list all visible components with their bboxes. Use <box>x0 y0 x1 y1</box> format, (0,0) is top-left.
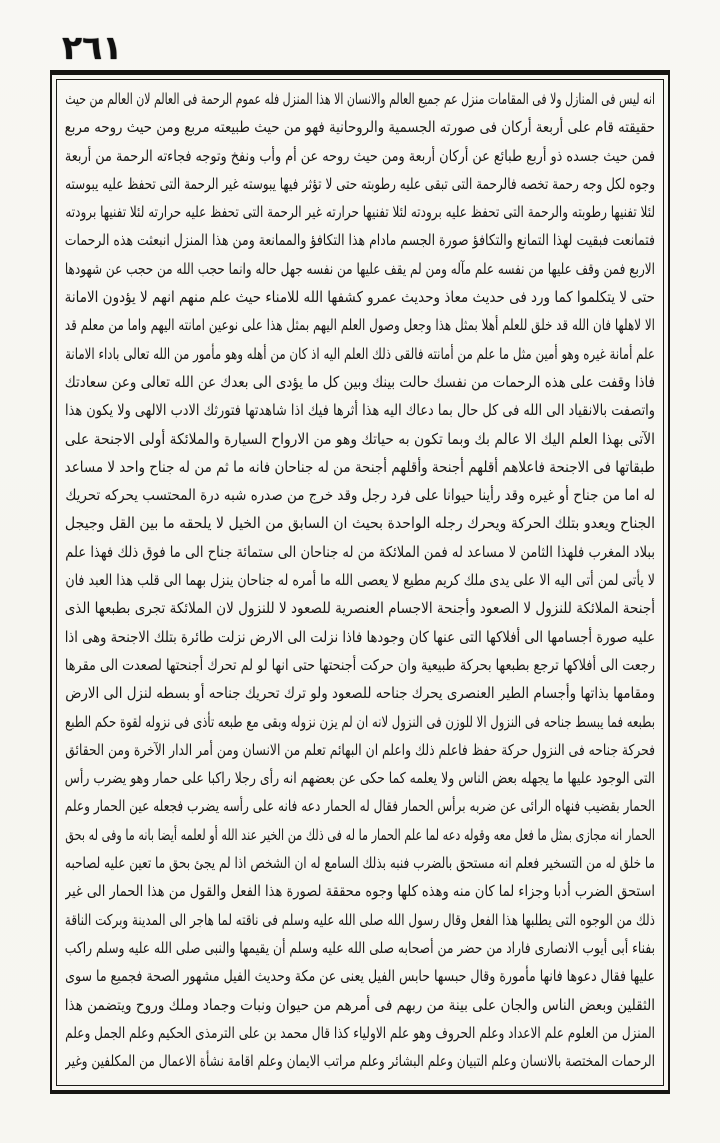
text-line: وجوه لكل وجه رحمة تخصه فالرحمة التى تبقى عليه رطوبته حتى لا تؤثر فيها يبوسته غير الرحمة التى تحفظ عليه يبوسته <box>65 174 655 193</box>
text-line: عليه صورة أجسامها الى أفلاكها التى عنها كان وجودها فاذا نزلت الى الارض نزلت طائرة بتلك الاجنحة وهى اذا <box>65 627 655 646</box>
text-line: علم أمانة غيره وهو أمين مثل ما علم من أمانته فالقى ذلك العلم اليه اذ كان من أهله وهو مأمور من الله تعالى باداء الامانة <box>65 344 655 363</box>
text-line: الثقلين وبعض الناس والجان على بينة من ربهم فى أمرهم من حيوان ونبات وجماد وملك وروح ويتضمن هذا <box>65 995 655 1014</box>
text-line: حتى لا يتكلموا كما ورد فى حديث معاذ وحديث عمرو كشفها الله للامناء حيث علم منهم انهم لا يؤدون الامانة <box>65 288 655 307</box>
text-line: ما خلق له من التسخير فعلم انه مستحق بالضرب فنبه بذلك السامع له ان الشخص اذا لم يجئ بحق ما تعين عليه لصاحبه <box>65 854 655 873</box>
text-line: أجنحة الملائكة للنزول لا الصعود وأجنحة الاجسام العنصرية للصعود لا للنزول لان الملائكة تجرى بطبعها الذى <box>65 599 655 618</box>
text-line: واتصفت بالانقياد الى الله فى كل حال بما دعاك اليه هذا أثرها فيك اذا شاهدتها فتورثك الادب الالهى ولا يكون هذا <box>65 401 655 420</box>
text-line: فحركة جناحه فى النزول حركة حفظ فاعلم ذلك واعلم ان البهائم تعلم من الانسان ومن أمر الدار الآخرة ومن الحقائق <box>65 740 655 759</box>
text-line: فمن حيث جسده ذو أربع طبائع عن أركان أربعة ومن حيث روحه عن أم وأب ونفخ وتوجه فجاءته الرحمة من أربعة <box>65 146 655 165</box>
page-border-outer <box>50 70 670 1094</box>
text-line: ببلاد المغرب فلهذا الثامن لا مساعد له فمن الملائكة من له جناحان الى ستمائة جناح الى ما فوق ذلك فهذا علم <box>65 542 655 561</box>
text-line: بفناء أبى أيوب الانصارى فاراد من حضر من أصحابه صلى الله عليه وسلم أن يقيمها والنبى صلى الله عليه وسلم راكب <box>65 938 655 957</box>
text-line: الا لاهلها فان الله قد خلق للعلم أهلا بمثل هذا وجعل وصول العلم اليهم بمثل هذا على نوعين امانته اليهم واما من معلم قد <box>65 316 655 335</box>
text-line: الآتى بهذا العلم اليك الا عالم بك وبما تكون به حياتك وهو من الارواح السيارة والملائكة أولى الاجنحة على <box>65 429 655 448</box>
text-line: فتمانعت فبقيت لهذا التمانع والتكافؤ صورة الجسم مادام هذا التكافؤ والممانعة ومن هذا المنزل انبعثت هذه الرحمات <box>65 231 655 250</box>
text-line: رجعت الى أفلاكها ترجع بطبعها بحركة طبيعية وان حركت أجنحتها حتى انها لو لم تحرك أجنحتها لصعدت الى مقرها <box>65 655 655 674</box>
text-line: انه ليس فى المنازل ولا فى المقامات منزل عم جميع العالم والانسان الا هذا المنزل فله عموم الرحمة فى العالم لان العالم من حيث <box>65 90 655 108</box>
text-line: فاذا وقفت على هذه الرحمات من نفسك حالت بينك وبين كل ما يؤدى الى بعدك عن الله تعالى وعن سعادتك <box>65 372 655 391</box>
text-line: الرحمات المختصة بالانسان وعلم التبيان وعلم البشائر وعلم مراتب الايمان وعلم اقامة نشأة الاعمال من المكلفين وغير <box>65 1052 655 1071</box>
text-line: عليها فقال دعوها فانها مأمورة وقال حبسها حابس الفيل يعنى عن مكة وحديث الفيل مشهور الصحة فجميع ما سوى <box>65 967 655 986</box>
text-line: الحمار انه مجازى بمثل ما فعل معه وقوله دعه لما علم الحمار ما له فى ذلك من الخير عند الله أو لعلمه أيضا بانه ما وفى له بحق <box>65 825 655 844</box>
text-line: الاربع فمن وقف عليها من نفسه علم مآله ومن لم يقف عليها من نفسه جهل حاله وانما حجب الله من حجب عن شهودها <box>65 259 655 278</box>
page-border-inner <box>56 79 664 1086</box>
text-line: بطبعه فما يبسط جناحه فى النزول الا للوزن فى النزول لانه ان لم يزن نزوله وبقى مع طبعه تأذى فى نزوله لقوة حكم الطبع <box>65 712 655 731</box>
text-line: المنزل من العلوم علم الاعداد وعلم الحروف وهو علم الاولياء كذا قال محمد بن على الترمذى الحكيم وعلم الجمل وعلم <box>65 1023 655 1042</box>
text-line: الجناح ويعدو بتلك الحركة ويحرك رجله الواحدة بحيث ان السابق من الخيل لا يلحقه ما بين القل وجيجل <box>65 514 655 533</box>
text-line: طبقاتها فى الاجنحة فاعلاهم أقلهم أجنحة وأقلهم أجنحة من له جناحان فانه ما ثم من له جناح واحد لا مساعد <box>65 457 655 476</box>
text-line: له اما من جناح أو غيره وقد رأينا حيوانا على فرد رجل وقد خرج من صدره شبه درة المحتسب يحركه تحريك <box>65 486 655 505</box>
text-line: ومقامها بذاتها وأجسام الطير العنصرى يحرك جناحه للصعود ولو ترك تحريك جناحه أو بسطه لنزل الى الارض <box>65 684 655 703</box>
text-line: ذلك من الوجوه التى يطلبها هذا الفعل وقال رسول الله صلى الله عليه وسلم فى ناقته لما هاجر الى المدينة وبركت الناقة <box>65 910 655 929</box>
page-number: ٢٦١ <box>62 28 123 67</box>
text-line: التى الوجود عليها ما يجهله بعض الناس ولا يعلمه كما حكى عن بعضهم انه رأى رجلا راكبا على حمار وهو يضرب رأس <box>65 769 655 788</box>
text-line: لا يأتى لمن أتى اليه الا على يدى ملك كريم مطيع لا يعصى الله ما أمره له جناحان ينزل بهما الى قلب هذا العبد فان <box>65 571 655 590</box>
text-line: لئلا تفنيها رطوبته والرحمة التى تحفظ عليه برودته لئلا تفنيها حرارته غير الرحمة التى تحفظ عليه حرارته لئلا تفنيها برودته <box>65 203 655 222</box>
text-line: حقيقته قام على أربعة أركان فى صورته الجسمية والروحانية فهو من حيث طبيعته مربع ومن حيث روحه مربع <box>65 118 655 137</box>
text-block <box>65 85 655 1081</box>
text-line: الحمار بقضيب فنهاه الرائى عن ضربه برأس الحمار فقال له الحمار دعه فانه على رأسه يضرب فجعله عين الحمار وعلم <box>65 797 655 816</box>
text-line: استحق الضرب أدبا وجزاء لما كان منه وهذه كلها وجوه محققة لصورة هذا الفعل والقول من هذا الحمار الى غير <box>65 882 655 901</box>
